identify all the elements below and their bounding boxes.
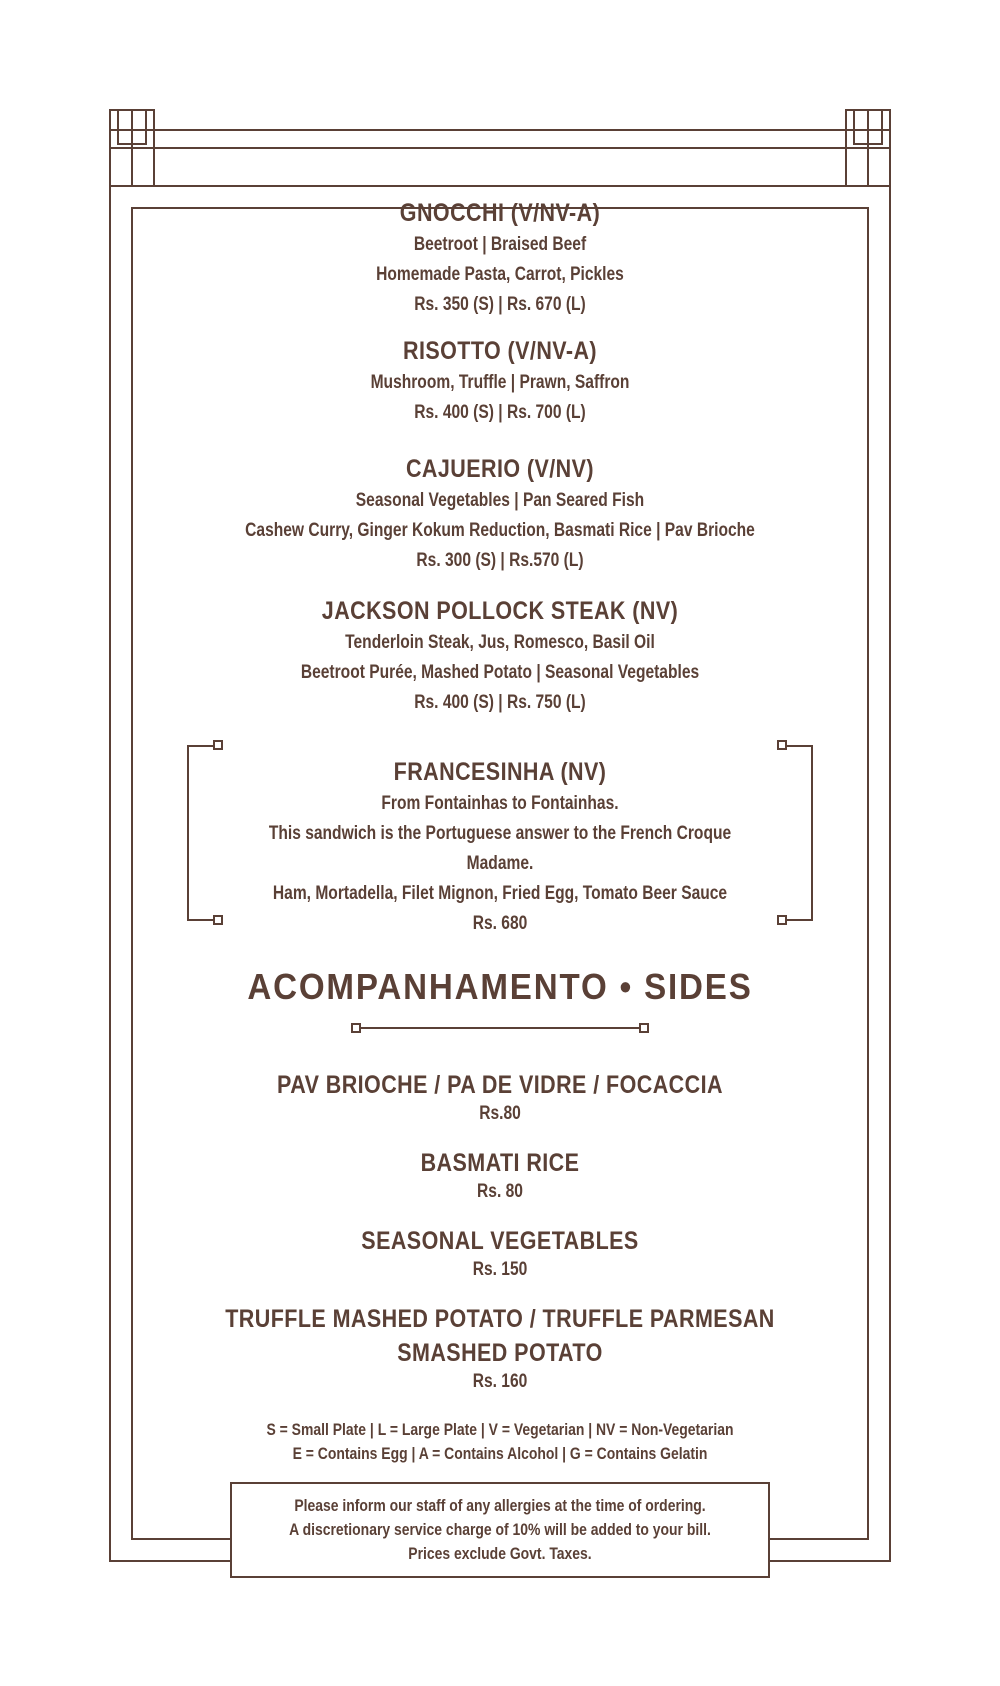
side-item: [130, 1224, 870, 1302]
dish-description: Beetroot | Braised Beef: [413, 234, 587, 255]
allergy-notice-box: [230, 1482, 770, 1578]
dish-name: FRANCESINHA (NV): [393, 758, 607, 786]
dish-risotto: [130, 334, 870, 452]
dish-name: GNOCCHI (V/NV-A): [399, 199, 601, 227]
dish-name: CAJUERIO (V/NV): [405, 455, 595, 483]
dish-jackson-pollock-steak: [130, 594, 870, 737]
dish-price: Rs. 400 (S) | Rs. 700 (L): [414, 402, 586, 423]
side-price: Rs. 160: [472, 1371, 528, 1392]
dish-price: Rs. 680: [472, 913, 528, 934]
dish-description: Homemade Pasta, Carrot, Pickles: [376, 264, 624, 285]
sides-heading: ACOMPANHAMENTO • SIDES: [247, 966, 753, 1007]
mains-list: [130, 196, 870, 737]
side-name: SEASONAL VEGETABLES: [361, 1227, 639, 1255]
dish-description: Beetroot Purée, Mashed Potato | Seasonal Vegetables: [300, 662, 700, 683]
legend-line: S = Small Plate | L = Large Plate | V = Vegetarian | NV = Non-Vegetarian: [266, 1420, 734, 1439]
dish-gnocchi: [130, 196, 870, 334]
menu-legend: [90, 1418, 910, 1466]
dish-description: Ham, Mortadella, Filet Mignon, Fried Egg, Tomato Beer Sauce: [272, 883, 728, 904]
notice-line: Prices exclude Govt. Taxes.: [408, 1544, 592, 1563]
side-price: Rs. 80: [477, 1181, 523, 1202]
dish-cajuerio: [130, 452, 870, 594]
notice-line: Please inform our staff of any allergies at the time of ordering.: [294, 1496, 706, 1515]
dish-description: Seasonal Vegetables | Pan Seared Fish: [355, 490, 645, 511]
dish-description: Mushroom, Truffle | Prawn, Saffron: [370, 372, 630, 393]
dish-name: JACKSON POLLOCK STEAK (NV): [321, 597, 679, 625]
dish-description: Tenderloin Steak, Jus, Romesco, Basil Oil: [345, 632, 655, 653]
sides-list: [130, 1068, 870, 1392]
corner-ornament-tr: [846, 110, 890, 186]
dish-price: Rs. 350 (S) | Rs. 670 (L): [414, 294, 586, 315]
dish-name: RISOTTO (V/NV-A): [402, 337, 598, 365]
side-name: BASMATI RICE: [420, 1149, 580, 1177]
dish-description: This sandwich is the Portuguese answer to the French Croque Madame.: [268, 823, 732, 874]
side-name: PAV BRIOCHE / PA DE VIDRE / FOCACCIA: [277, 1071, 723, 1099]
side-price: Rs. 150: [472, 1259, 528, 1280]
dish-description: From Fontainhas to Fontainhas.: [381, 793, 619, 814]
dish-description: Cashew Curry, Ginger Kokum Reduction, Basmati Rice | Pav Brioche: [245, 520, 755, 541]
side-name: TRUFFLE MASHED POTATO / TRUFFLE PARMESAN SMASHED POTATO: [225, 1305, 775, 1367]
notice-line: A discretionary service charge of 10% will be added to your bill.: [289, 1520, 711, 1539]
corner-ornament-tl: [110, 110, 154, 186]
side-item: [130, 1068, 870, 1146]
featured-dish-francesinha: [185, 740, 815, 934]
dish-price: Rs. 400 (S) | Rs. 750 (L): [414, 692, 586, 713]
dish-price: Rs. 300 (S) | Rs.570 (L): [416, 550, 584, 571]
side-item: [130, 1146, 870, 1224]
side-item: [130, 1302, 870, 1392]
legend-line: E = Contains Egg | A = Contains Alcohol | G = Contains Gelatin: [292, 1444, 708, 1463]
side-price: Rs.80: [479, 1103, 521, 1124]
